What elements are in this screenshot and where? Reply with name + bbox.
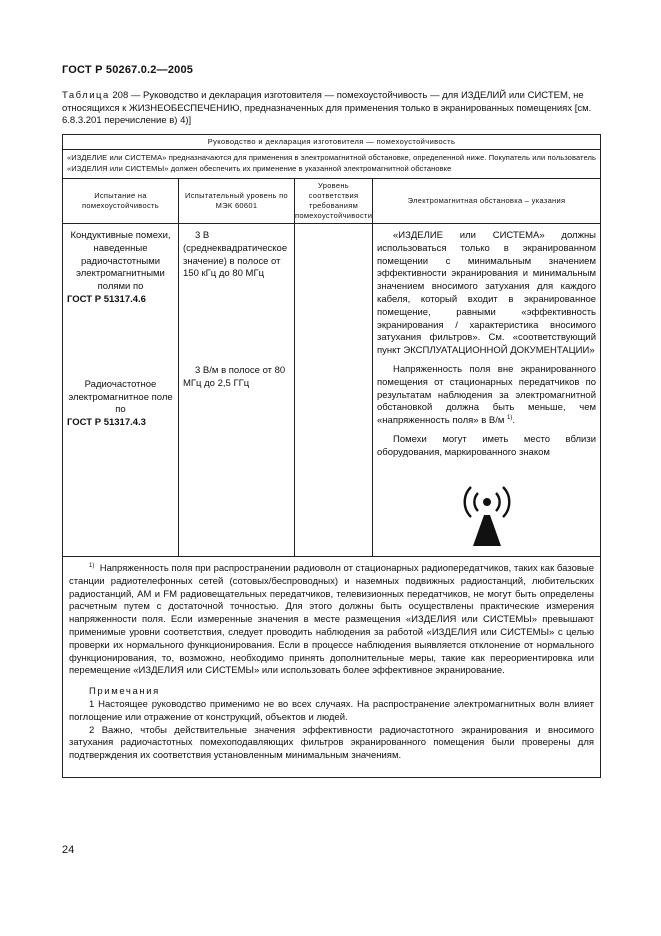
guidance-cell — [373, 224, 601, 557]
guidance-2-paragraph: Напряженность поля вне экранированного помещения от стационарных передатчиков по результатам наблюдения за электромагнитной обстановкой должна быть меньше, чем «напряженность поля» в В/м $^{1)}$. — [377, 363, 597, 427]
note-2: 2 Важно, чтобы действительные значения эффективности радиочастотного экранирования и вносимого затухания радиочастотных помехоподавляющих фильтров экранированного помещения были проверены для подтверждения их соответствия установленным минимальным значениям. — [69, 724, 595, 762]
table-caption — [62, 90, 600, 128]
column-header-test-level: Испытательный уровень по МЭК 60601 — [179, 179, 295, 224]
column-header-test: Испытание на помехоустойчивость — [63, 179, 179, 224]
page-number: 24 — [62, 844, 75, 856]
guidance-2: Напряженность поля вне экранированного помещения от стационарных передатчиков по результатам наблюдения за электромагнитной обстановкой должна быть меньше, чем «напряженность поля» в В/м — [377, 363, 597, 427]
compliance-level-cell — [295, 224, 373, 557]
test-level-cell — [179, 224, 295, 557]
footnote-text: Напряженность поля при распространении радиоволн от стационарных радиопередатчиков, таких как базовые станции радиотелефонных сетей (сотовых/беспроводных) и наземных подвижных радиостанций, любительских радиостанций, АМ и FM радиовещательных передатчиков, телевизионных передатчиков, не могут быть определены расчетным путем с достаточной точностью. Для этого должны быть осуществлены практические измерения напряженности поля. Если измеренные значения в месте размещения «ИЗДЕЛИЯ или СИСТЕМЫ» превышают применимые уровни соответствия, следует проводить наблюдения за работой «ИЗДЕЛИЯ или СИСТЕМЫ» с целью проверки их нормального функционирования. Если в процессе наблюдения выявляется отклонение от нормального функционирования, то, возможно, необходимо принять дополнительные меры, такие как переориентировка или перемещение «ИЗДЕЛИЯ или СИСТЕМЫ» или использовать более эффективное экранирование. — [69, 563, 595, 677]
guidance-footnote-mark: 1) — [507, 415, 513, 421]
test-1-standard: ГОСТ Р 51317.4.6 — [67, 293, 146, 305]
test-2-name: Радиочастотное электромагнитное поле по — [68, 378, 173, 416]
guidance-3: Помехи могут иметь место вблизи оборудования, маркированного знаком — [377, 433, 597, 458]
footnote-mark: 1) — [89, 562, 95, 569]
guidance-1: «ИЗДЕЛИЕ или СИСТЕМА» должны использоваться только в экранированном помещении с минимальным значением эффективности экранирования и минимальным значением вносимого затухания для каждого кабеля, который входит в экранированное помещение, равными «эффективность экранирования / характеристика вносимого затухания фильтров». См. «соответствующий пункт ЭКСПЛУАТАЦИОННОЙ ДОКУМЕНТАЦИИ» — [377, 230, 597, 357]
document-header: ГОСТ Р 50267.0.2—2005 — [62, 64, 194, 76]
column-header-compliance-level: Уровень соответствия требованиям помехоустойчивости — [295, 179, 373, 224]
non-ionizing-radiation-icon — [447, 484, 527, 550]
column-header-guidance: Электромагнитная обстановка – указания — [373, 179, 601, 224]
immunity-table — [62, 134, 601, 778]
table-title: Руководство и декларация изготовителя — помехоустойчивость — [63, 135, 601, 150]
test-1-name: Кондуктивные помехи, наведенные радиочастотными электромагнитными полями по — [70, 230, 171, 293]
test-cell — [63, 224, 179, 557]
note-1: 1 Настоящее руководство применимо не во всех случаях. На распространение электромагнитных волн влияет поглощение или отражение от конструкций, объектов и людей. — [69, 698, 595, 723]
notes-cell — [63, 557, 601, 778]
footnote — [69, 563, 594, 678]
notes-heading: Примечания — [89, 686, 160, 698]
table-intro: «ИЗДЕЛИЕ или СИСТЕМА» предназначаются для применения в электромагнитной обстановке, определенной ниже. Покупатель или пользователь «ИЗДЕЛИЯ или СИСТЕМЫ» должен обеспечить их применение в указанной электромагнитной обстановке — [63, 150, 601, 179]
table-caption-text: 208 — Руководство и декларация изготовителя — помехоустойчивость — для ИЗДЕЛИЙ или СИСТЕМ, не относящихся к ЖИЗНЕОБЕСПЕЧЕНИЮ, предназначенных для применения только в экранированных помещениях [см. 6.8.3.201 перечисление в) 4)] — [62, 90, 592, 126]
table-row — [63, 224, 601, 557]
test-level-2: 3 В/м в полосе от 80 МГц до 2,5 ГГц — [183, 365, 286, 389]
test-level-1: 3 В (среднеквадратическое значение) в полосе от 150 кГц до 80 МГц — [183, 230, 288, 280]
test-2-standard: ГОСТ Р 51317.4.3 — [67, 417, 146, 429]
table-caption-label: Таблица — [62, 90, 110, 101]
